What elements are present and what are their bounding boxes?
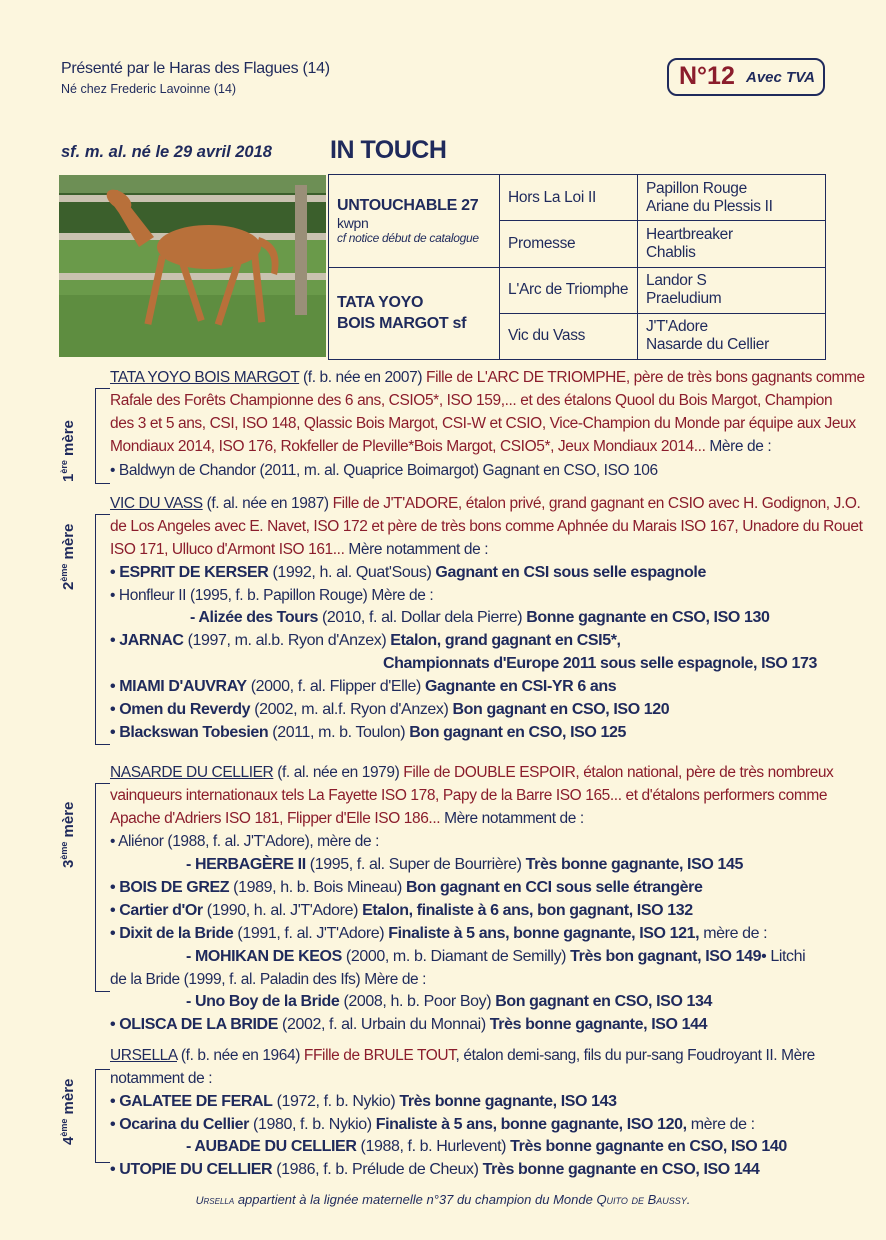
offspring-info: (1980, f. b. Nykio) [249,1116,376,1133]
third-dam-name: NASARDE DU CELLIER [110,764,274,781]
third-dam-line-3: Apache d'Adriers ISO 181, Flipper d'Elle ISO 186... [110,810,441,827]
offspring-perf: Bonne gagnante en CSO, ISO 130 [526,609,770,626]
offspring-info: (1990, h. al. J'T'Adore) [202,902,363,919]
footer-ursella: Ursella [195,1195,235,1207]
fourth-dam-line-1-tail: , étalon demi-sang, fils du pur-sang Foudroyant II. Mère [455,1047,815,1064]
second-dam-name: VIC DU VASS [110,495,203,512]
offspring-info: (1995, f. al. Super de Bourrière) [305,856,526,873]
dam-name-1: TATA YOYO [337,293,424,311]
first-dam-label: 1ère mère [59,420,77,482]
offspring-perf: Gagnante en CSI-YR 6 ans [424,678,617,695]
fourth-dam-label: 4ème mère [59,1078,77,1145]
offspring-info: (2002, f. al. Urbain du Monnai) [277,1016,490,1033]
offspring-perf: Bon gagnant en CSO, ISO 134 [495,993,713,1010]
fourth-dam-name: URSELLA [110,1047,177,1064]
offspring-name: • MIAMI D'AUVRAY [110,678,247,695]
offspring-name: • BOIS DE GREZ [110,879,230,896]
dam-dam: Vic du Vass [500,313,638,359]
sds: Heartbreaker [646,225,733,243]
dds: J'T'Adore [646,318,708,336]
third-dam-label: 3ème mère [59,801,77,868]
pedigree-table [328,174,826,360]
offspring-name: • Omen du Reverdy [110,701,251,718]
dam-sire: L'Arc de Triomphe [500,267,638,313]
offspring-name: • Blackswan Tobesien [110,724,269,741]
second-dam-line-3: ISO 171, Ulluco d'Armont ISO 161... [110,541,345,558]
offspring-name: - Uno Boy de la Bride [186,993,340,1010]
bracket-tick [95,388,110,389]
offspring-name: - Alizée des Tours [190,609,318,626]
first-dam-line-4-tail: Mère de : [705,438,772,455]
bracket-tick [95,514,110,515]
offspring-name: - HERBAGÈRE II [186,856,306,873]
offspring-info: (1989, h. b. Bois Mineau) [229,879,406,896]
first-dam-line-3: des 3 et 5 ans, CSI, ISO 148, Qlassic Bois Margot, CSI-W et CSIO, Vice-Champion du Monde par équipe aux Jeux [110,415,856,432]
sss-cell [638,175,826,221]
bracket-tick [95,744,110,745]
offspring-line: • Honfleur II (1995, f. b. Papillon Rouge) Mère de : [110,587,434,604]
dss: Landor S [646,272,707,290]
offspring-info: (1997, m. al.b. Ryon d'Anzex) [183,632,391,649]
offspring-name: • GALATEE DE FERAL [110,1093,273,1110]
fourth-dam-bracket [95,1069,96,1162]
footer-champion: Quito de Baussy. [596,1192,691,1207]
offspring-name: • Ocarina du Cellier [110,1116,249,1133]
offspring-perf: Gagnant en CSI sous selle espagnole [435,564,706,581]
offspring-info: (2000, m. b. Diamant de Semilly) [341,948,571,965]
sire-dam: Promesse [500,221,638,267]
first-dam-info: (f. b. née en 2007) [299,369,427,386]
footer-note [0,1192,886,1207]
lot-tva: Avec TVA [746,69,815,86]
fourth-dam-line-2: notamment de : [110,1070,213,1087]
offspring-info: (1992, h. al. Quat'Sous) [268,564,436,581]
offspring-perf: Très bonne gagnante, ISO 145 [525,856,743,873]
offspring-perf: Finaliste à 5 ans, bonne gagnante, ISO 120, [375,1116,687,1133]
breeder-line: Né chez Frederic Lavoinne (14) [61,82,237,96]
ssd: Ariane du Plessis II [646,197,773,215]
offspring-tail: mère de : [699,925,768,942]
offspring-perf: Finaliste à 5 ans, bonne gagnante, ISO 121, [388,925,700,942]
offspring-perf: Très bonne gagnante, ISO 143 [399,1093,617,1110]
offspring-name: - AUBADE DU CELLIER [186,1138,357,1155]
bracket-tick [95,991,110,992]
footer-text: appartient à la lignée maternelle n°37 du champion du Monde [234,1192,597,1207]
first-dam-bracket [95,388,96,483]
offspring-perf: Etalon, finaliste à 6 ans, bon gagnant, ISO 132 [362,902,693,919]
lot-number: N°12 [679,62,735,90]
offspring-info: (2010, f. al. Dollar dela Pierre) [317,609,527,626]
fourth-dam-sire-text: FFille de BRULE TOUT [303,1047,456,1064]
bracket-tick [95,1162,110,1163]
offspring-tail: • Litchi [761,948,806,965]
dam-studbook: sf [448,314,467,332]
lot-badge [667,58,825,96]
offspring-tail: mère de : [686,1116,755,1133]
dsd: Praeludium [646,290,722,308]
first-dam-sire-text: Fille de L'ARC DE TRIOMPHE, père de très bons gagnants comme [426,369,865,386]
dds-cell [638,313,826,359]
second-dam-info: (f. al. née en 1987) [202,495,333,512]
offspring-name: - MOHIKAN DE KEOS [186,948,342,965]
offspring-name: • Cartier d'Or [110,902,203,919]
presenter-line: Présenté par le Haras des Flagues (14) [61,60,330,77]
ddd: Nasarde du Cellier [646,336,769,354]
offspring-name: • OLISCA DE LA BRIDE [110,1016,278,1033]
dam-cell [329,267,500,360]
first-dam-line-2: Rafale des Forêts Championne des 6 ans, CSIO5*, ISO 159,... et des étalons Quool du Bois Margot, Champion [110,392,833,409]
offspring-perf: Bon gagnant en CSO, ISO 125 [409,724,626,741]
offspring-name: • JARNAC [110,632,184,649]
offspring-name: • UTOPIE DU CELLIER [110,1161,273,1178]
third-dam-line-2: vainqueurs internationaux tels La Fayette ISO 178, Papy de la Barre ISO 165... et d'étalons performers comme [110,787,828,804]
sire-sire: Hors La Loi II [500,175,638,221]
sire-cell [329,175,500,268]
sss: Papillon Rouge [646,179,747,197]
third-dam-bracket [95,783,96,991]
bracket-tick [95,783,110,784]
first-dam-line-4: Mondiaux 2014, ISO 176, Rokfeller de Pleville*Bois Margot, CSIO5*, Jeux Mondiaux 2014... [110,438,706,455]
sire-name: UNTOUCHABLE 27 [337,196,479,214]
offspring-info: (2002, m. al.f. Ryon d'Anzex) [250,701,453,718]
second-dam-bracket [95,514,96,744]
offspring-info: (2008, h. b. Poor Boy) [339,993,496,1010]
bracket-tick [95,1069,110,1070]
second-dam-label: 2ème mère [59,523,77,590]
third-dam-line-3-tail: Mère notamment de : [440,810,584,827]
foal-photo [59,175,326,357]
offspring-info: (2000, f. al. Flipper d'Elle) [246,678,425,695]
second-dam-line-3-tail: Mère notamment de : [344,541,489,558]
offspring-info: (1972, f. b. Nykio) [272,1093,400,1110]
offspring-info: (1988, f. b. Hurlevent) [356,1138,511,1155]
offspring-perf: Très bonne gagnante en CSO, ISO 144 [482,1161,760,1178]
first-dam-offspring-1: • Baldwyn de Chandor (2011, m. al. Quaprice Boimargot) Gagnant en CSO, ISO 106 [110,462,658,479]
offspring-perf: Etalon, grand gagnant en CSI5*, [390,632,621,649]
offspring-line: de la Bride (1999, f. al. Paladin des Ifs) Mère de : [110,971,427,988]
offspring-perf: Bon gagnant en CCI sous selle étrangère [406,879,703,896]
second-dam-sire-text: Fille de J'T'ADORE, étalon privé, grand gagnant en CSIO avec H. Godignon, J.O. [332,495,861,512]
third-dam-sire-text: Fille de DOUBLE ESPOIR, étalon national, père de très nombreux [403,764,834,781]
offspring-perf: Très bonne gagnante, ISO 144 [489,1016,708,1033]
offspring-perf: Très bonne gagnante en CSO, ISO 140 [510,1138,787,1155]
offspring-name: • Dixit de la Bride [110,925,234,942]
offspring-perf: Très bon gagnant, ISO 149 [570,948,762,965]
offspring-perf-cont: Championnats d'Europe 2011 sous selle espagnole, ISO 173 [383,655,818,672]
third-dam-info: (f. al. née en 1979) [273,764,404,781]
offspring-info: (1986, f. b. Prélude de Cheux) [272,1161,483,1178]
dam-name-2: BOIS MARGOT [337,314,449,332]
dss-cell [638,267,826,313]
horse-name: IN TOUCH [330,136,447,164]
bracket-tick [95,483,110,484]
sdd: Chablis [646,243,696,261]
sds-cell [638,221,826,267]
offspring-info: (1991, f. al. J'T'Adore) [233,925,389,942]
offspring-name: • ESPRIT DE KERSER [110,564,269,581]
horse-description: sf. m. al. né le 29 avril 2018 [61,143,272,161]
first-dam-name: TATA YOYO BOIS MARGOT [110,369,300,386]
offspring-line: • Aliénor (1988, f. al. J'T'Adore), mère de : [110,833,380,850]
offspring-info: (2011, m. b. Toulon) [268,724,410,741]
sire-studbook: kwpn [337,214,369,231]
offspring-perf: Bon gagnant en CSO, ISO 120 [452,701,670,718]
second-dam-line-2: de Los Angeles avec E. Navet, ISO 172 et père de très bons comme Aphnée du Marais ISO 167, Unadore du Rouet [110,518,863,535]
sire-note: cf notice début de catalogue [337,230,479,245]
fourth-dam-info: (f. b. née en 1964) [177,1047,304,1064]
